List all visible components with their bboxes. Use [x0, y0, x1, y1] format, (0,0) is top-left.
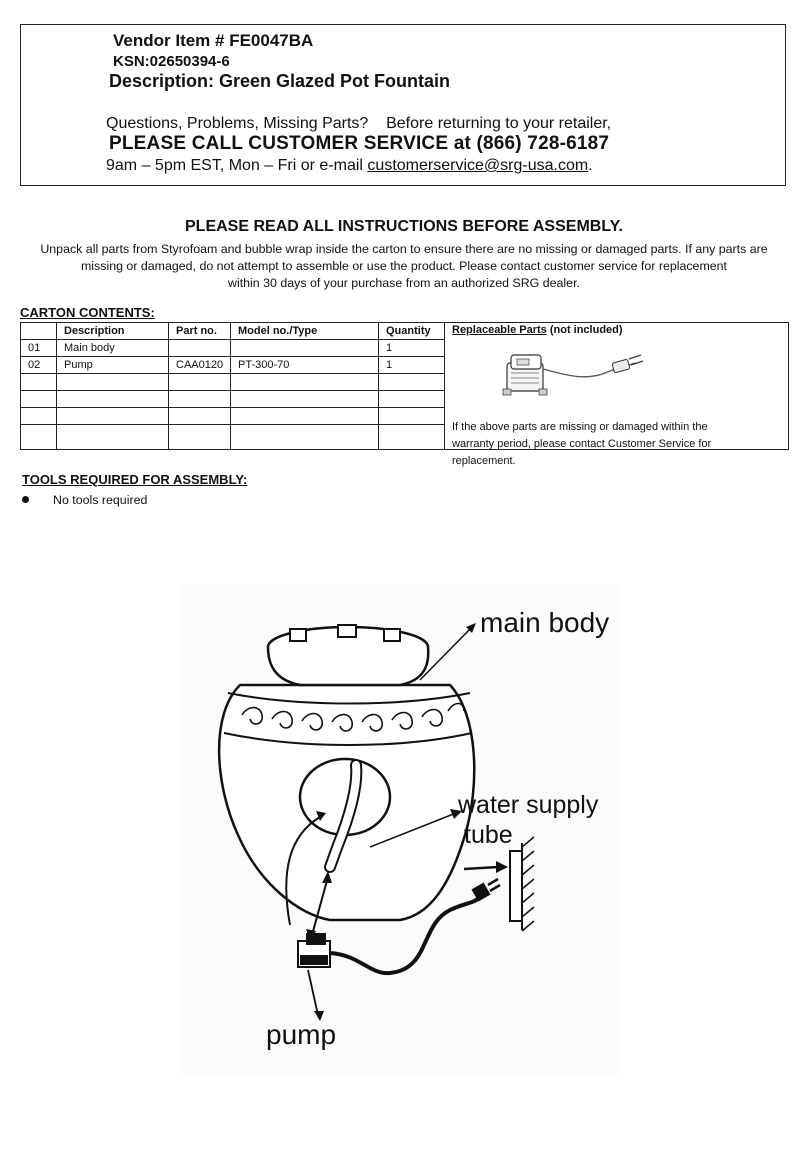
table-header-row [21, 323, 789, 340]
hours-suffix: . [588, 157, 593, 174]
replaceable-parts-title: Replaceable Parts (not included) [452, 324, 623, 336]
vendor-item: Vendor Item # FE0047BA [113, 31, 314, 50]
tool-item-text: No tools required [53, 493, 148, 507]
assembly-diagram [180, 585, 620, 1075]
pump-image [495, 345, 655, 407]
instructions-text [20, 241, 788, 292]
row-1-description: Main body [57, 340, 169, 357]
label-main-body: main body [480, 607, 610, 638]
product-description: Description: Green Glazed Pot Fountain [109, 71, 451, 91]
instructions-line-3: within 30 days of your purchase from an authorized SRG dealer. [228, 276, 580, 290]
instructions-line-1: Unpack all parts from Styrofoam and bubble wrap inside the carton to ensure there are no missing or damaged parts. If any parts are [40, 242, 768, 256]
row-2-description: Pump [57, 357, 169, 374]
label-water-supply: water supply [458, 791, 599, 819]
questions-line: Questions, Problems, Missing Parts? Before returning to your retailer, [106, 115, 612, 132]
fountain-illustration [180, 585, 620, 1075]
col-header-description: Description [57, 323, 169, 340]
col-header-part-no: Part no. [169, 323, 231, 340]
col-header-quantity: Quantity [379, 323, 445, 340]
email-link[interactable]: customerservice@srg-usa.com [367, 157, 589, 174]
customer-service-phone: PLEASE CALL CUSTOMER SERVICE at (866) 728-6187 [109, 133, 610, 154]
row-1-part-no [169, 340, 231, 357]
header-box [20, 24, 786, 186]
instructions-line-2: missing or damaged, do not attempt to assemble or use the product. Please contact customer service for replacement [80, 259, 727, 273]
hours-line [106, 157, 593, 175]
carton-contents-heading: CARTON CONTENTS: [20, 305, 155, 320]
bullet-icon [22, 496, 29, 503]
row-1-model [231, 340, 379, 357]
row-2-num: 02 [21, 357, 57, 374]
label-tube: tube [464, 821, 513, 849]
instructions-title: PLEASE READ ALL INSTRUCTIONS BEFORE ASSEMBLY. [185, 218, 623, 235]
replaceable-parts-note: If the above parts are missing or damaged within the warranty period, please contact Customer Service for replacement. [452, 421, 712, 467]
row-1-quantity: 1 [379, 340, 445, 357]
carton-contents-table [20, 322, 789, 467]
tools-heading: TOOLS REQUIRED FOR ASSEMBLY: [22, 472, 248, 487]
ksn: KSN:02650394-6 [113, 53, 230, 70]
col-header-num [21, 323, 57, 340]
replaceable-parts-cell [445, 323, 789, 467]
hours-text: 9am – 5pm EST, Mon – Fri or e-mail [106, 157, 368, 174]
tools-list-item [22, 493, 147, 507]
row-2-part-no: CAA0120 [169, 357, 231, 374]
row-1-num: 01 [21, 340, 57, 357]
row-2-model: PT-300-70 [231, 357, 379, 374]
col-header-model: Model no./Type [231, 323, 379, 340]
label-pump: pump [266, 1019, 337, 1050]
row-2-quantity: 1 [379, 357, 445, 374]
